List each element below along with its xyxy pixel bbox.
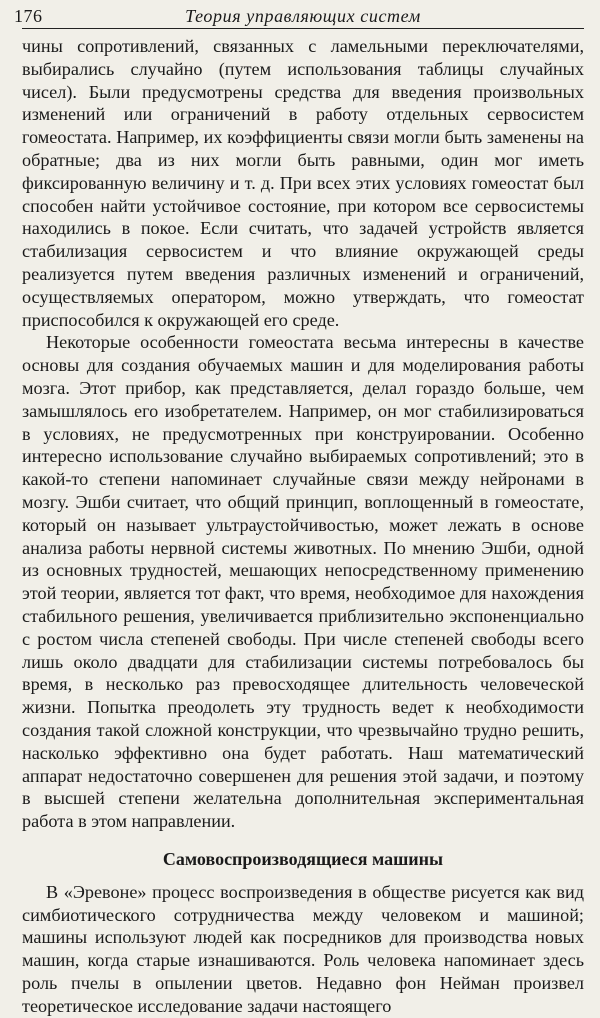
paragraph-homeostat-features: Некоторые особенности гомеостата весьма интересны в качестве основы для создания обучаемых машин и для моделирования работы мозга. Этот прибор, как представляется, делал гораздо больше, чем замышлялось его изобретателем. Например, он мог стабилизироваться в условиях, не предусмотренных при конструировании. Особенно интересно использование случайно выбираемых сопротивлений; это в какой-то степени напоминает случайные связи между нейронами в мозгу. Эшби считает, что общий принцип, воплощенный в гомеостате, который он называет ультраустойчивостью, может лежать в основе анализа работы нервной системы животных. По мнению Эшби, одной из основных трудностей, мешающих непосредственному применению этой теории, является тот факт, что время, необходимое для нахождения стабильного решения, увеличивается приблизительно экспоненциально с ростом числа степеней свободы. При числе степеней свободы всего лишь около двадцати для стабилизации системы потребовалось бы время, в несколько раз превосходящее длительность человеческой жизни. Попытка преодолеть эту трудность ведет к необходимости создания такой сложной конструкции, что чрезвычайно трудно решить, насколько эффективно она будет работать. Наш математический аппарат недостаточно совершенен для решения этой задачи, и поэтому в высшей степени желательна дополнительная экспериментальная работа в этом направлении. xyxy=(22,332,584,832)
section-heading: Самовоспроизводящиеся машины xyxy=(162,848,444,869)
running-title: Теория управляющих систем xyxy=(185,6,421,26)
paragraph-self-reproducing: В «Эревоне» процесс воспроизведения в обществе рисуется как вид симбиотического сотрудничества между человеком и машиной; машины используют людей как посредников для производства новых машин, когда старые изнашиваются. Роль человека напоминает здесь роль пчелы в опылении цветов. Недавно фон Нейман произвел теоретическое исследование задачи настоящего xyxy=(22,881,584,1016)
page-number: 176 xyxy=(14,6,43,26)
page-header xyxy=(14,4,584,29)
paragraph-continued: чины сопротивлений, связанных с ламельными переключателями, выбирались случайно (путем использования таблицы случайных чисел). Были предусмотрены средства для введения произвольных изменений или ограничений в работу отдельных сервосистем гомеостата. Например, их коэффициенты связи могли быть заменены на обратные; два из них могли быть равными, один мог иметь фиксированную величину и т. д. При всех этих условиях гомеостат был способен найти устойчивое состояние, при котором все сервосистемы находились в покое. Если считать, что задачей устройств является стабилизация сервосистем и что влияние окружающей среды реализуется путем введения различных изменений и ограничений, осуществляемых оператором, можно утверждать, что гомеостат приспособился к окружающей его среде. xyxy=(22,36,584,330)
